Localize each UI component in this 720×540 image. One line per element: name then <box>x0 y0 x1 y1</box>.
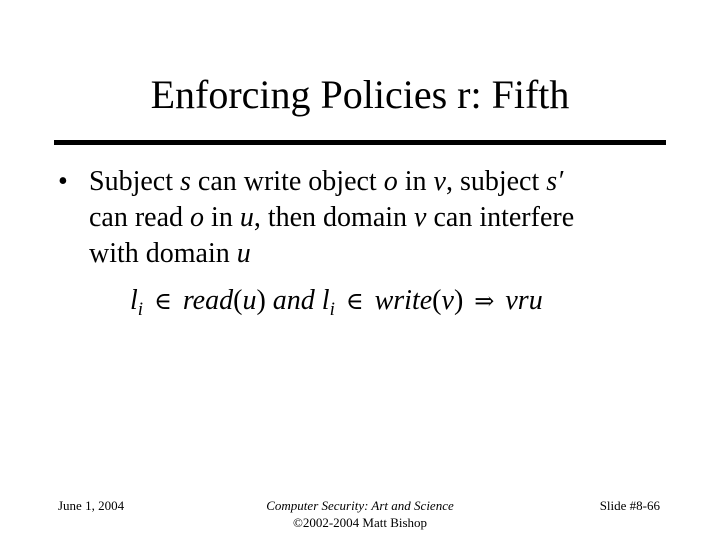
formula-l: l <box>130 285 138 316</box>
var-o: o <box>190 202 205 233</box>
formula-paren: ( <box>233 285 243 316</box>
formula-subscript: i <box>329 299 335 320</box>
text-fragment: Subject <box>89 166 180 197</box>
var-u: u <box>236 238 251 269</box>
bullet-line-3 <box>58 236 678 272</box>
formula-subscript: i <box>137 299 144 320</box>
formula-read: read <box>182 285 234 316</box>
element-of-symbol: ∈ <box>154 287 172 315</box>
text-fragment: , then domain <box>253 202 415 233</box>
text-fragment: can read <box>89 202 191 233</box>
formula-paren: ( <box>432 285 442 316</box>
text-fragment: in <box>397 166 434 197</box>
text-fragment: in <box>204 202 240 233</box>
var-v: v <box>433 166 446 197</box>
formula-l: l <box>321 285 330 316</box>
slide-title: Enforcing Policies r: Fifth <box>150 72 570 117</box>
formula <box>130 283 543 319</box>
title-divider <box>54 140 666 145</box>
var-u: u <box>239 202 254 233</box>
element-of-symbol: ∈ <box>345 287 364 315</box>
bullet-block <box>58 164 678 272</box>
formula-u: u <box>242 285 257 316</box>
text-fragment: can interfere <box>426 202 575 233</box>
bullet-marker: • <box>58 166 68 197</box>
footer-course <box>200 497 520 531</box>
footer-slide-number: Slide #8-66 <box>599 498 660 513</box>
bullet-line-1 <box>58 164 678 200</box>
text-fragment: , subject <box>445 166 547 197</box>
formula-result: vru <box>505 285 543 316</box>
var-v: v <box>414 202 427 233</box>
formula-write: write <box>374 285 433 316</box>
text-fragment: with domain <box>89 238 237 269</box>
formula-paren: ) <box>256 285 266 316</box>
var-s: s <box>180 166 191 197</box>
formula-v: v <box>441 285 454 316</box>
var-s-prime: s′ <box>546 166 564 197</box>
implies-symbol: ⇒ <box>474 287 495 315</box>
var-o: o <box>383 166 398 197</box>
formula-paren: ) <box>453 285 464 316</box>
formula-and: and <box>272 285 315 316</box>
footer-copyright: ©2002-2004 Matt Bishop <box>292 515 428 530</box>
text-fragment: can write object <box>190 166 384 197</box>
bullet-line-2 <box>58 200 678 236</box>
footer-date: June 1, 2004 <box>58 498 125 513</box>
footer-course-title: Computer Security: Art and Science <box>266 498 454 513</box>
